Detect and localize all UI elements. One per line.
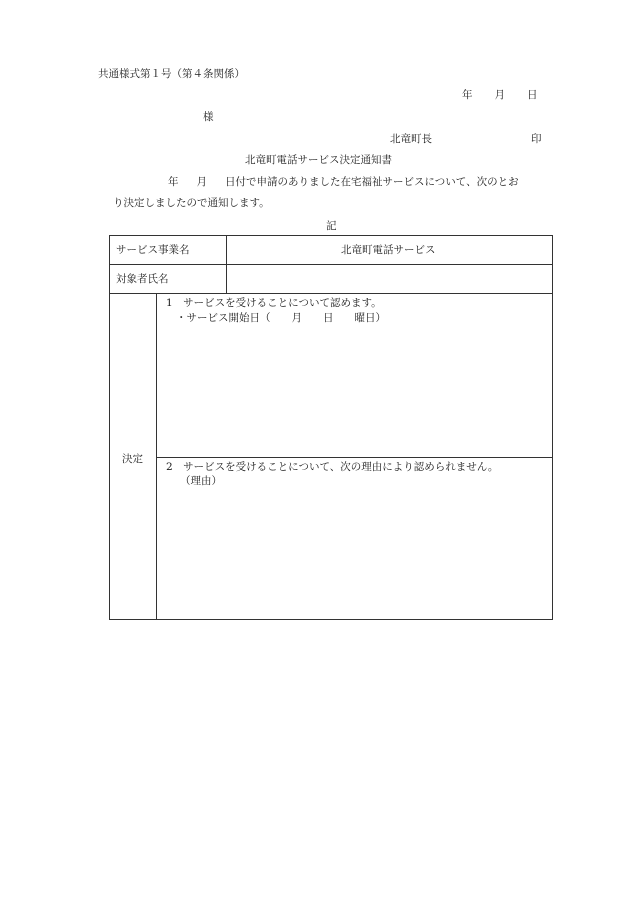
- column-divider-top: [226, 236, 227, 294]
- decision-table: [109, 235, 553, 620]
- seal-mark: 印: [531, 133, 542, 145]
- date-line: [462, 90, 538, 101]
- decision-divider: [156, 457, 553, 458]
- date-day: 日: [527, 89, 538, 101]
- service-value: 北竜町電話サービス: [341, 244, 436, 256]
- form-number: 共通様式第１号（第４条関係）: [98, 68, 245, 80]
- body-line-1: [168, 177, 519, 188]
- service-start-date: ・サービス開始日（ 月 日 曜日）: [176, 312, 386, 324]
- decision-label: 決定: [122, 453, 143, 465]
- body-year: 年: [168, 176, 179, 188]
- name-row: [110, 265, 552, 294]
- approval-item: 1 サービスを受けることについて認めます。: [166, 297, 382, 309]
- issuer-name: 北竜町長: [390, 133, 432, 145]
- date-year: 年: [462, 89, 473, 101]
- service-label: サービス事業名: [116, 244, 190, 256]
- name-label: 対象者氏名: [116, 273, 169, 285]
- rejection-reason: （理由）: [180, 475, 222, 487]
- body-line1-rest: 日付で申請のありました在宅福祉サービスについて、次のとお: [225, 176, 519, 188]
- body-month: 月: [196, 176, 207, 188]
- rejection-item: 2 サービスを受けることについて、次の理由により認められません。: [166, 461, 499, 473]
- recipient-honorific: 様: [203, 111, 214, 123]
- body-line-2: り決定しましたので通知します。: [113, 197, 270, 209]
- date-month: 月: [494, 89, 505, 101]
- ki-heading: 記: [326, 220, 337, 232]
- document-title: 北竜町電話サービス決定通知書: [245, 154, 392, 166]
